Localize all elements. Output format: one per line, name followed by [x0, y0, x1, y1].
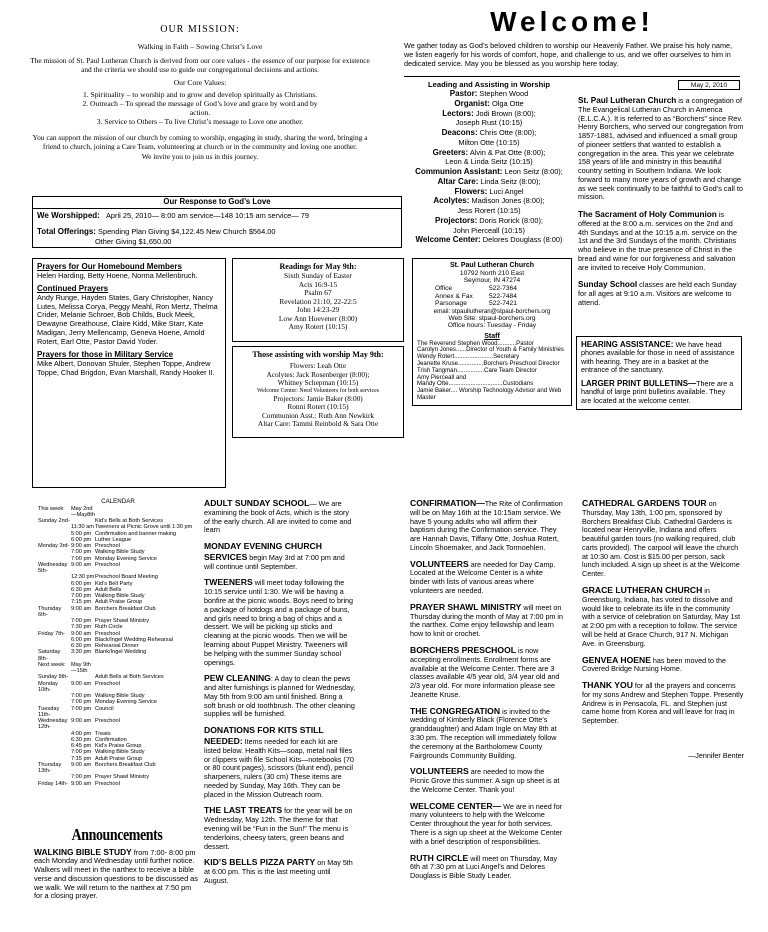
- article-title: CONFIRMATION—: [410, 498, 485, 508]
- leading-roles: [408, 89, 570, 245]
- article-text: : A day to clean the pews and alter furnishings is planned for Wednesday, May 5th from 9:00 am until finished. Bring a soft brush or old toothbrush. The other cleaning supplies will be furnished.: [204, 674, 356, 719]
- calendar-row: [38, 718, 192, 731]
- calendar-event: Preschool: [95, 680, 120, 687]
- calendar-day: Next week:: [38, 661, 66, 668]
- reading-line: Revelation 21:10, 22-22:5: [279, 296, 357, 306]
- hearing-notice: HEARING ASSISTANCE: We have head phones available for those in need of assistance with hearing. They are in a basket at the entrance of the sanctuary.: [581, 340, 735, 375]
- article-title: VOLUNTEERS: [410, 558, 469, 569]
- calendar-time: 9:00 am: [71, 718, 92, 725]
- calendar-event: Adult Praise Group: [95, 599, 143, 606]
- assisting-line: Altar Care: Tammi Reinbold & Sara Otte: [257, 419, 379, 429]
- calendar-event: Walking Bible Study: [95, 549, 145, 556]
- article-text: will meet on Thursday, May 6th at 7:30 pm at Luci Angel’s and Delores Douglass is Bible Study Leader.: [410, 853, 558, 881]
- bulletin-date: May 2, 2010: [678, 80, 740, 90]
- readings-box: [232, 258, 404, 342]
- staff-line: The Reverend Stephen Wood...........Pastor: [417, 339, 534, 347]
- article: [582, 655, 744, 675]
- core-value: 2. Outreach – To spread the message of God’s love and grace by word and by action.: [82, 98, 318, 117]
- calendar-time: 11:30 am: [71, 524, 94, 531]
- article: [410, 853, 564, 881]
- calendar-time: 7:15 pm: [71, 599, 92, 606]
- calendar-event: Black/Ingel Wedding Rehearsal: [95, 636, 173, 643]
- staff-line: Mandy Otte................................Custodians: [417, 380, 534, 388]
- calendar-event: Confirmation and banner making: [95, 530, 177, 537]
- calendar-time: May 2nd—May8th: [71, 505, 95, 518]
- calendar-event: Prayer Shawl Ministry: [95, 618, 150, 625]
- calendar-time: 7:00 pm: [71, 705, 92, 712]
- articles-column-2: [204, 498, 356, 892]
- article: [204, 541, 356, 571]
- role-line: Deacons: Chris Otte (8:00);: [441, 128, 537, 138]
- staff-line: Carolyn Jones......Director of Youth & Family Ministries: [417, 346, 564, 354]
- worshiped-line: [37, 211, 397, 221]
- assisting-line: Welcome Center: Need Volunteers for both services: [257, 387, 379, 394]
- staff-list: [417, 341, 567, 402]
- calendar-time: 9:00 am: [71, 761, 92, 768]
- calendar-event: Preschool Board Meeting: [95, 574, 158, 581]
- article: [582, 498, 744, 579]
- offerings-line: [37, 227, 397, 237]
- assisting-line: Whitney Schepman (10:15): [277, 378, 359, 388]
- calendar-event: Preschool: [95, 543, 120, 550]
- role-line: Leon & Linda Seitz (10:15): [445, 157, 533, 167]
- divider: [404, 76, 740, 77]
- calendar-day: Saturday 8th-: [38, 649, 61, 662]
- calendar-time: 4:00 pm: [71, 730, 92, 737]
- calendar-time: 6:00 pm: [71, 580, 92, 587]
- calendar-time: 9:00 am: [71, 680, 92, 687]
- calendar-time: 7:00 pm: [71, 693, 92, 700]
- assisting-title: Those assisting with worship May 9th:: [252, 350, 384, 359]
- calendar-time: 6:00 pm: [71, 536, 92, 543]
- article-text: — We are examining the book of Acts, which is the story of the early church. All are invited to come and learn: [204, 499, 352, 535]
- assisting-line: Acolytes: Jack Rosenberger (8:00);: [266, 369, 370, 379]
- calendar-event: [95, 506, 192, 519]
- staff-line: Jeanette Kruse...............Borchers Preschool Director: [417, 360, 560, 368]
- welcome-section: [404, 8, 740, 69]
- role-line: John Pierceall (10:15): [453, 225, 525, 235]
- article: [204, 498, 356, 535]
- article-title: THE CONGREGATION: [410, 705, 501, 716]
- role-line: Joseph Rust (10:15): [455, 118, 523, 128]
- article-text: The Rite of Confirmation will be on May 16th at the 10:15am service. We have 5 young adults who will affirm their baptism during the Confirmation service. They are Hannah Davis, Tiffany Otte, Joshua Rotert, Lincoln Shoemaker, and Jack Tormoehlen.: [410, 499, 563, 552]
- calendar-event: [95, 662, 192, 675]
- calendar-time: 7:15 pm: [71, 755, 92, 762]
- calendar-event: Treats: [95, 730, 111, 737]
- phone-line: Parsonage 522-7421: [435, 300, 517, 308]
- article: [410, 602, 564, 639]
- core-value: 3. Service to Others – To live Christ’s message to Love one another.: [96, 117, 304, 127]
- calendar-event: Prayer Shawl Ministry: [95, 774, 150, 781]
- calendar-row: [38, 681, 192, 694]
- role-line: Welcome Center: Delores Douglass (8:00): [415, 235, 563, 245]
- core-value: 1. Spirituality – to worship and to grow and develop spiritually as Christians.: [82, 89, 318, 99]
- calendar-event: Confirmation: [95, 736, 127, 743]
- calendar-event: Kid’s Praise Group: [95, 743, 142, 750]
- role-line: Communion Assistant: Leon Seitz (8:00);: [415, 167, 563, 177]
- mission-invite: We invite you to join us in this journey.: [141, 151, 259, 161]
- mission-title: OUR MISSION:: [160, 24, 240, 35]
- role-line: Jess Rorert (10:15): [457, 206, 521, 216]
- info-paragraph: The Sacrament of Holy Communion is offered at the 8:00 a.m. services on the 2nd and 4th Sundays and at the 10:15 a.m. service on the 1st and the 3rd Sundays of the month. Christians who believe in the true presence of Christ in the bread and wine for our forgiveness and salvation are invited to receive Holy Communion.: [578, 210, 738, 272]
- article-text: on May 5th at 6:00 pm. This is the last meeting until August.: [204, 858, 353, 885]
- calendar-time: 7:00 pm: [71, 618, 92, 625]
- reading-line: Amy Rotert (10:15): [288, 322, 348, 332]
- calendar-time: 6:30 pm: [71, 643, 92, 650]
- assisting-line: Projectors: Jamie Baker (8:00): [273, 393, 363, 403]
- article: [204, 577, 356, 667]
- article: [204, 673, 356, 719]
- role-line: Pastor: Stephen Wood: [449, 89, 529, 99]
- assisting-line: Communion Asst.: Ruth Ann Newkirk: [261, 410, 375, 420]
- article: [410, 559, 564, 596]
- calendar-time: 7:30 pm: [71, 624, 92, 631]
- offerings-line1: Spending Plan Giving $4,122.45 New Church $564.00: [98, 227, 276, 237]
- article-text: for the year will be on Wednesday, May 12th. The theme for that evening will be “Fun in the Sun!” The menu is tenderloins, cheesy taters, green beans and dessert.: [204, 806, 353, 851]
- calendar-time: 9:00 am: [71, 630, 92, 637]
- calendar-row: [38, 662, 192, 675]
- calendar-row: [38, 762, 192, 775]
- article-text: is now accepting enrollments. Enrollment forms are available at the Welcome Center. There are 3 classes available 4/5 year old, 3/4 year old and 2/3 year old. For more information please see Jeanette Kruse.: [410, 645, 560, 699]
- contact-website[interactable]: Web Site: stpaul-borchers.org: [448, 314, 536, 322]
- worshiped-detail: April 25, 2010— 8:00 am service—148 10:15 am service— 79: [106, 210, 309, 220]
- calendar-event: Kid’s Bell Party: [95, 580, 133, 587]
- calendar-event: Preschool: [95, 780, 120, 787]
- article-text: are needed to mow the Picnic Grove this summer. A sign up sheet is at the Welcome Center. Thank you!: [410, 767, 560, 794]
- calendar-time: 7:00 pm: [71, 699, 92, 706]
- office-hours: Office hours: Tuesday - Friday: [447, 322, 537, 330]
- walking-bible-study: WALKING BIBLE STUDY from 7:00- 8:00 pm each Monday and Wednesday until further notice. Walkers will meet in the narthex to receive a bible verse and discussion questions to be discussed as we walk. We will return to the narthex at 7:50 pm for a closing prayer.: [34, 846, 198, 901]
- calendar-day: Tuesday 11th-: [38, 705, 60, 718]
- staff-line: Amy Pierceall and: [417, 373, 467, 381]
- calendar-row: [38, 706, 192, 719]
- calendar-event: Rehearsal Dinner: [95, 643, 139, 650]
- assisting-line: Flowers: Leah Otte: [289, 361, 347, 371]
- thank-you-signature: —Jennifer Benter: [688, 751, 744, 760]
- calendar-event: Monday Evening Service: [95, 555, 157, 562]
- calendar-time: May 9th—15th: [71, 661, 91, 675]
- calendar: [38, 498, 198, 787]
- calendar-time: 9:00 am: [71, 605, 92, 612]
- notices-box: [576, 336, 742, 410]
- article-text: has been moved to the Covered Bridge Nursing Home.: [582, 655, 727, 674]
- article: [410, 645, 564, 700]
- contact-box: [412, 258, 572, 406]
- article-title: DONATIONS FOR KITS STILL NEEDED:: [204, 725, 324, 746]
- welcome-text: We gather today as God’s beloved children to worship our Heavenly Father. We praise his holy name, we listen eagerly for his words of comfort, hope, and challenge to us, and we offer ourselves to him in dedicated service. May you be blessed as you worship here today.: [404, 41, 733, 68]
- calendar-time: 6:45 pm: [71, 743, 92, 750]
- response-title: Our Response to God’s Love: [33, 197, 401, 209]
- contact-email[interactable]: email: stpaullutheran@stpaul-borchers.org: [433, 307, 551, 315]
- calendar-table: [38, 506, 192, 787]
- calendar-time: 5:00 pm: [71, 530, 92, 537]
- article-title: ADULT SUNDAY SCHOOL: [204, 498, 310, 508]
- role-line: Altar Care: Linda Seitz (8:00);: [437, 176, 541, 186]
- article: [410, 706, 564, 761]
- contact-name: St. Paul Lutheran Church: [449, 262, 534, 269]
- calendar-day: Friday 7th-: [38, 630, 65, 637]
- assisting-box: [232, 346, 404, 438]
- large-print-notice: LARGER PRINT BULLETINS—There are a handful of large print bulletins available. They are located at the welcome center.: [581, 378, 734, 405]
- article-text: is invited to the wedding of Kimberly Black (Florence Otte’s granddaughter) and Adam Ingle on May 8th at 3:30 pm. The reception will immediately follow the ceremony at the Bartholomew County Fairgrounds Community Building.: [410, 706, 557, 760]
- response-box: [32, 196, 402, 248]
- calendar-event: Luther League: [95, 536, 132, 543]
- calendar-event: Preschool: [95, 718, 120, 725]
- calendar-time: 9:00 am: [71, 543, 92, 550]
- calendar-row: [38, 649, 192, 662]
- article-title: PRAYER SHAWL MINISTRY: [410, 601, 522, 612]
- article-title: WELCOME CENTER—: [410, 800, 502, 811]
- article: [410, 801, 564, 847]
- calendar-time: 7:00 pm: [71, 549, 92, 556]
- leading-section: [408, 80, 570, 245]
- homebound-title: Prayers for Our Homebound Members: [37, 262, 182, 271]
- article-title: CATHEDRAL GARDENS TOUR: [582, 498, 707, 508]
- article-title: THE LAST TREATS: [204, 805, 283, 816]
- article: [204, 805, 356, 851]
- core-values-title: Our Core Values:: [173, 78, 227, 88]
- calendar-event: Walking Bible Study: [95, 749, 145, 756]
- calendar-day: Thursday 13th-: [38, 761, 62, 775]
- calendar-event: Ruth Circle: [95, 624, 123, 631]
- calendar-day: Sunday 9th-: [38, 674, 69, 681]
- role-line: Lectors: Jodi Brown (8:00);: [442, 108, 536, 118]
- staff-title: Staff: [484, 332, 500, 340]
- calendar-event: Blank/Ingel Wedding: [95, 649, 147, 656]
- article-text: on Thursday, May 13th, 1:00 pm, sponsored by Borchers Breakfast Club. Cathedral Gardens is located near Henryville, Indiana and offers beautiful garden tours (no walking required, club carts provided). The carpool will leave the church at 10:30 am. Cost is $15.00 per person, sack lunch included. A sign up sheet is at the Welcome Center.: [582, 499, 740, 579]
- calendar-day: Monday 10th-: [38, 680, 58, 693]
- calendar-event: Adult Bells: [95, 586, 122, 593]
- phone-line: Office 522-7364: [435, 285, 517, 292]
- article-text: We are in need for many volunteers to help with the Welcome Center throughout the year for both services. There is a sign up sheet at the Welcome Center with a brief description of responsibilities.: [410, 801, 563, 846]
- staff-line: Trish Tangman................Care Team Director: [417, 366, 537, 374]
- info-paragraph: St. Paul Lutheran Church is a congregation of The Evangelical Lutheran Church in America (E.L.C.A.). It is referred to as “Borchers” since Rev. Henry Borchers, who served our congregation from 1857-1881, advised and influenced a small group of pioneer settlers that wanted to establish a congregation in the area. This year we celebrate 158 years of life and ministry in this beautiful country setting in Southern Indiana. We look forward to many more years of growth and change as we seek continually to be faithful to God’s call to mission.: [578, 96, 744, 202]
- worshiped-label: We Worshipped:: [37, 210, 100, 220]
- article: [410, 766, 564, 794]
- info-paragraph: Sunday School classes are held each Sunday for all ages at 9:10 a.m. Visitors are welcome to attend.: [578, 280, 737, 308]
- article-title: VOLUNTEERS: [410, 766, 469, 777]
- article: [410, 498, 564, 553]
- article-title: GRACE LUTHERAN CHURCH: [582, 585, 703, 596]
- article-title: THANK YOU: [582, 680, 633, 691]
- calendar-event: Borchers Breakfast Club: [95, 761, 156, 768]
- offerings-label: Total Offerings:: [37, 227, 96, 237]
- assisting-line: Ronni Rotert (10:15): [287, 402, 349, 412]
- article-title: BORCHERS PRESCHOOL: [410, 644, 516, 655]
- calendar-event: Kid’s Bells at Both Services: [95, 518, 163, 525]
- calendar-day: Sunday 2nd-: [38, 518, 70, 525]
- article-title: PEW CLEANING: [204, 673, 271, 684]
- calendar-time: 9:00 am: [71, 561, 92, 568]
- calendar-time: 9:00 am: [71, 780, 92, 787]
- calendar-title: CALENDAR: [101, 498, 135, 505]
- calendar-row: [38, 781, 192, 787]
- calendar-event: Preschool: [95, 630, 120, 637]
- reading-line: Low Ann Hoevener (8:00): [278, 313, 358, 323]
- article: [204, 857, 356, 885]
- article-title: RUTH CIRCLE: [410, 852, 469, 863]
- military-list: Mike Albert, Donovan Shuler, Stephen Toppe, Andrew Toppe, Chad Brigdon, Evan Marshall, Randy Hooker II.: [37, 359, 215, 377]
- article: [582, 680, 744, 726]
- calendar-time: 12:30 pm: [71, 574, 95, 581]
- calendar-day: Monday 3rd-: [38, 543, 70, 550]
- reading-line: Acts 16:9-15: [298, 279, 338, 289]
- calendar-day: Wednesday 5th-: [38, 561, 68, 575]
- calendar-event: Adult Praise Group: [95, 755, 143, 762]
- article-text: will meet on Thursday during the month of May at 7:00 pm in the narthex. Come enjoy fellowship and learn how to knit or crochet.: [410, 602, 564, 639]
- article-text: Items needed for each kit are listed below. Health Kits—soap, metal nail files or clippers with file School Kits—notebooks (70 or 80 count pages), scissors (blunt end), pencil sharpeners, rulers (30 cm) These items are needed by Sunday, May 16th. They can be placed in the Mission Outreach room.: [204, 736, 354, 799]
- offerings-line2: Other Giving $1,650.00: [95, 237, 172, 246]
- phone-list: [417, 285, 567, 308]
- article-title: MONDAY EVENING CHURCH SERVICES: [204, 541, 322, 562]
- article-text: will meet today following the 10:15 service until 1:30. We will be having a bonfire at the picnic woods. Boys need to bring a package of hotdogs and a package of buns, and girls need to bring a bag of chips and a dessert. We will be picking up sticks and cleaning at the picnic woods. Then we will be learning about Puppet Ministry. Tweeners will be helping with the summer Sunday school openings.: [204, 578, 354, 667]
- mission-subtitle: Walking in Faith – Sowing Christ’s Love: [137, 42, 263, 52]
- article-text: begin May 3rd at 7:00 pm and will continue until September.: [204, 552, 345, 571]
- calendar-day: Wednesday 12th-: [38, 718, 68, 731]
- article: [582, 585, 744, 648]
- staff-line: Wendy Rotert.......................Secretary: [417, 353, 520, 361]
- role-line: Flowers: Luci Angel: [454, 186, 524, 196]
- prayers-box: [32, 258, 226, 488]
- calendar-event: Walking Bible Study: [95, 693, 145, 700]
- calendar-event: Council: [95, 705, 114, 712]
- role-line: Greeters: Alvin & Pat Otte (8:00);: [432, 147, 546, 157]
- calendar-time: 7:00 pm: [71, 555, 92, 562]
- calendar-event: Monday Evening Service: [95, 699, 157, 706]
- mission-statement: The mission of St. Paul Lutheran Church is derived from our core values - the essence of our purpose for existence and the criteria we should use to guide our congregational decisions and actions.: [30, 56, 370, 74]
- staff-line: Jamie Baker.... Worship Technology Advisor and Web Master: [417, 387, 562, 402]
- article-title: KID’S BELLS PIZZA PARTY: [204, 857, 316, 868]
- calendar-row: [38, 562, 192, 575]
- article-text: for all the prayers and concerns for my sons Andrew and Stephen Toppe. Presently Andrew is in Pensacola, FL. and Stephen just came home from Korea and will leave for Iraq in September.: [582, 681, 744, 726]
- calendar-time: 7:00 pm: [71, 749, 92, 756]
- calendar-event: Walking Bible Study: [95, 593, 145, 600]
- announcements-title: Announcements: [71, 825, 163, 844]
- calendar-event: Adult Bells at Both Services: [95, 674, 164, 681]
- continued-list: Andy Runge, Hayden States, Gary Christopher, Nancy Lutes, Melissa Corya, Peggy Meahl, Ron Mertz, Thelma Crider, Melanie Schroer, Bob Childs, Buck Meek, Dewayne Greathouse, Claire Kidd, Mike Starr, Kate Madigan, Jerry Mellencamp, Geneva Hoene, Arnold Rotert, Earl Otte, Pastor David Yoder.: [37, 292, 218, 346]
- core-values-list: [30, 90, 370, 126]
- homebound-list: Helen Harding, Betty Hoene, Norma Mellenbruch.: [37, 270, 198, 280]
- military-title: Prayers for those in Military Service: [37, 350, 174, 360]
- reading-line: Psalm 67: [304, 288, 332, 298]
- articles-column-4: [582, 498, 744, 732]
- mission-support: You can support the mission of our church by coming to worship, engaging in study, sharing the word, bringing a friend to church, joining a Care Team, volunteering at church or in the community and loving one another.: [32, 133, 368, 151]
- calendar-time: 6:30 pm: [71, 586, 92, 593]
- calendar-time: 3:30 pm: [71, 649, 92, 656]
- contact-address2: Seymour, IN 47274: [463, 277, 521, 285]
- calendar-time: 7:00 pm: [71, 593, 92, 600]
- calendar-time: 6:30 pm: [71, 736, 92, 743]
- role-line: Projectors: Doris Rorick (8:00);: [435, 215, 543, 225]
- announcements: [34, 826, 200, 901]
- phone-line: Annex & Fax 522-7484: [435, 292, 517, 300]
- welcome-title: Welcome!: [490, 6, 654, 37]
- calendar-time: 7:00 pm: [71, 774, 92, 781]
- continued-title: Continued Prayers: [37, 284, 109, 294]
- leading-title: Leading and Assisting in Worship: [428, 80, 550, 89]
- article-title: TWEENERS: [204, 577, 253, 588]
- role-line: Milton Otte (10:15): [458, 137, 520, 147]
- calendar-day: Thursday 6th-: [38, 605, 62, 618]
- mission-section: [30, 24, 370, 161]
- role-line: Organist: Olga Otte: [454, 98, 524, 108]
- calendar-event: Preschool: [95, 561, 120, 568]
- article: [204, 725, 356, 799]
- calendar-event: Tweeners at Picnic Grove until 1:30 pm: [95, 524, 193, 531]
- church-info: [578, 96, 744, 308]
- calendar-row: [38, 606, 192, 619]
- reading-line: John 14:23-29: [296, 305, 340, 315]
- calendar-event: Borchers Breakfast Club: [95, 605, 156, 612]
- contact-address1: 10792 North 210 East: [459, 269, 525, 277]
- article-text: are needed for Day Camp. Located at the Welcome Center is a white binder with lists of various areas where volunteers are needed.: [410, 559, 556, 596]
- articles-column-3: [410, 498, 564, 887]
- reading-line: Sixth Sunday of Easter: [284, 271, 352, 281]
- calendar-row: [38, 506, 192, 519]
- calendar-day: This week:: [38, 505, 65, 512]
- article-title: GENVEA HOENE: [582, 654, 651, 665]
- calendar-time: 6:00 pm: [71, 636, 92, 643]
- article-text: in Greensburg, Indiana, has voted to dissolve and would like to celebrate its life in the community with a service of celebration on Saturday, May 1st at 2:00 pm with a reception to follow. The service will be held at Grace Church, 917 N. Michigan Ave. in Greensburg.: [582, 586, 741, 648]
- readings-title: Readings for May 9th:: [279, 262, 357, 271]
- role-line: Acolytes: Madison Jones (8:00);: [433, 196, 545, 206]
- calendar-day: Friday 14th-: [38, 780, 68, 787]
